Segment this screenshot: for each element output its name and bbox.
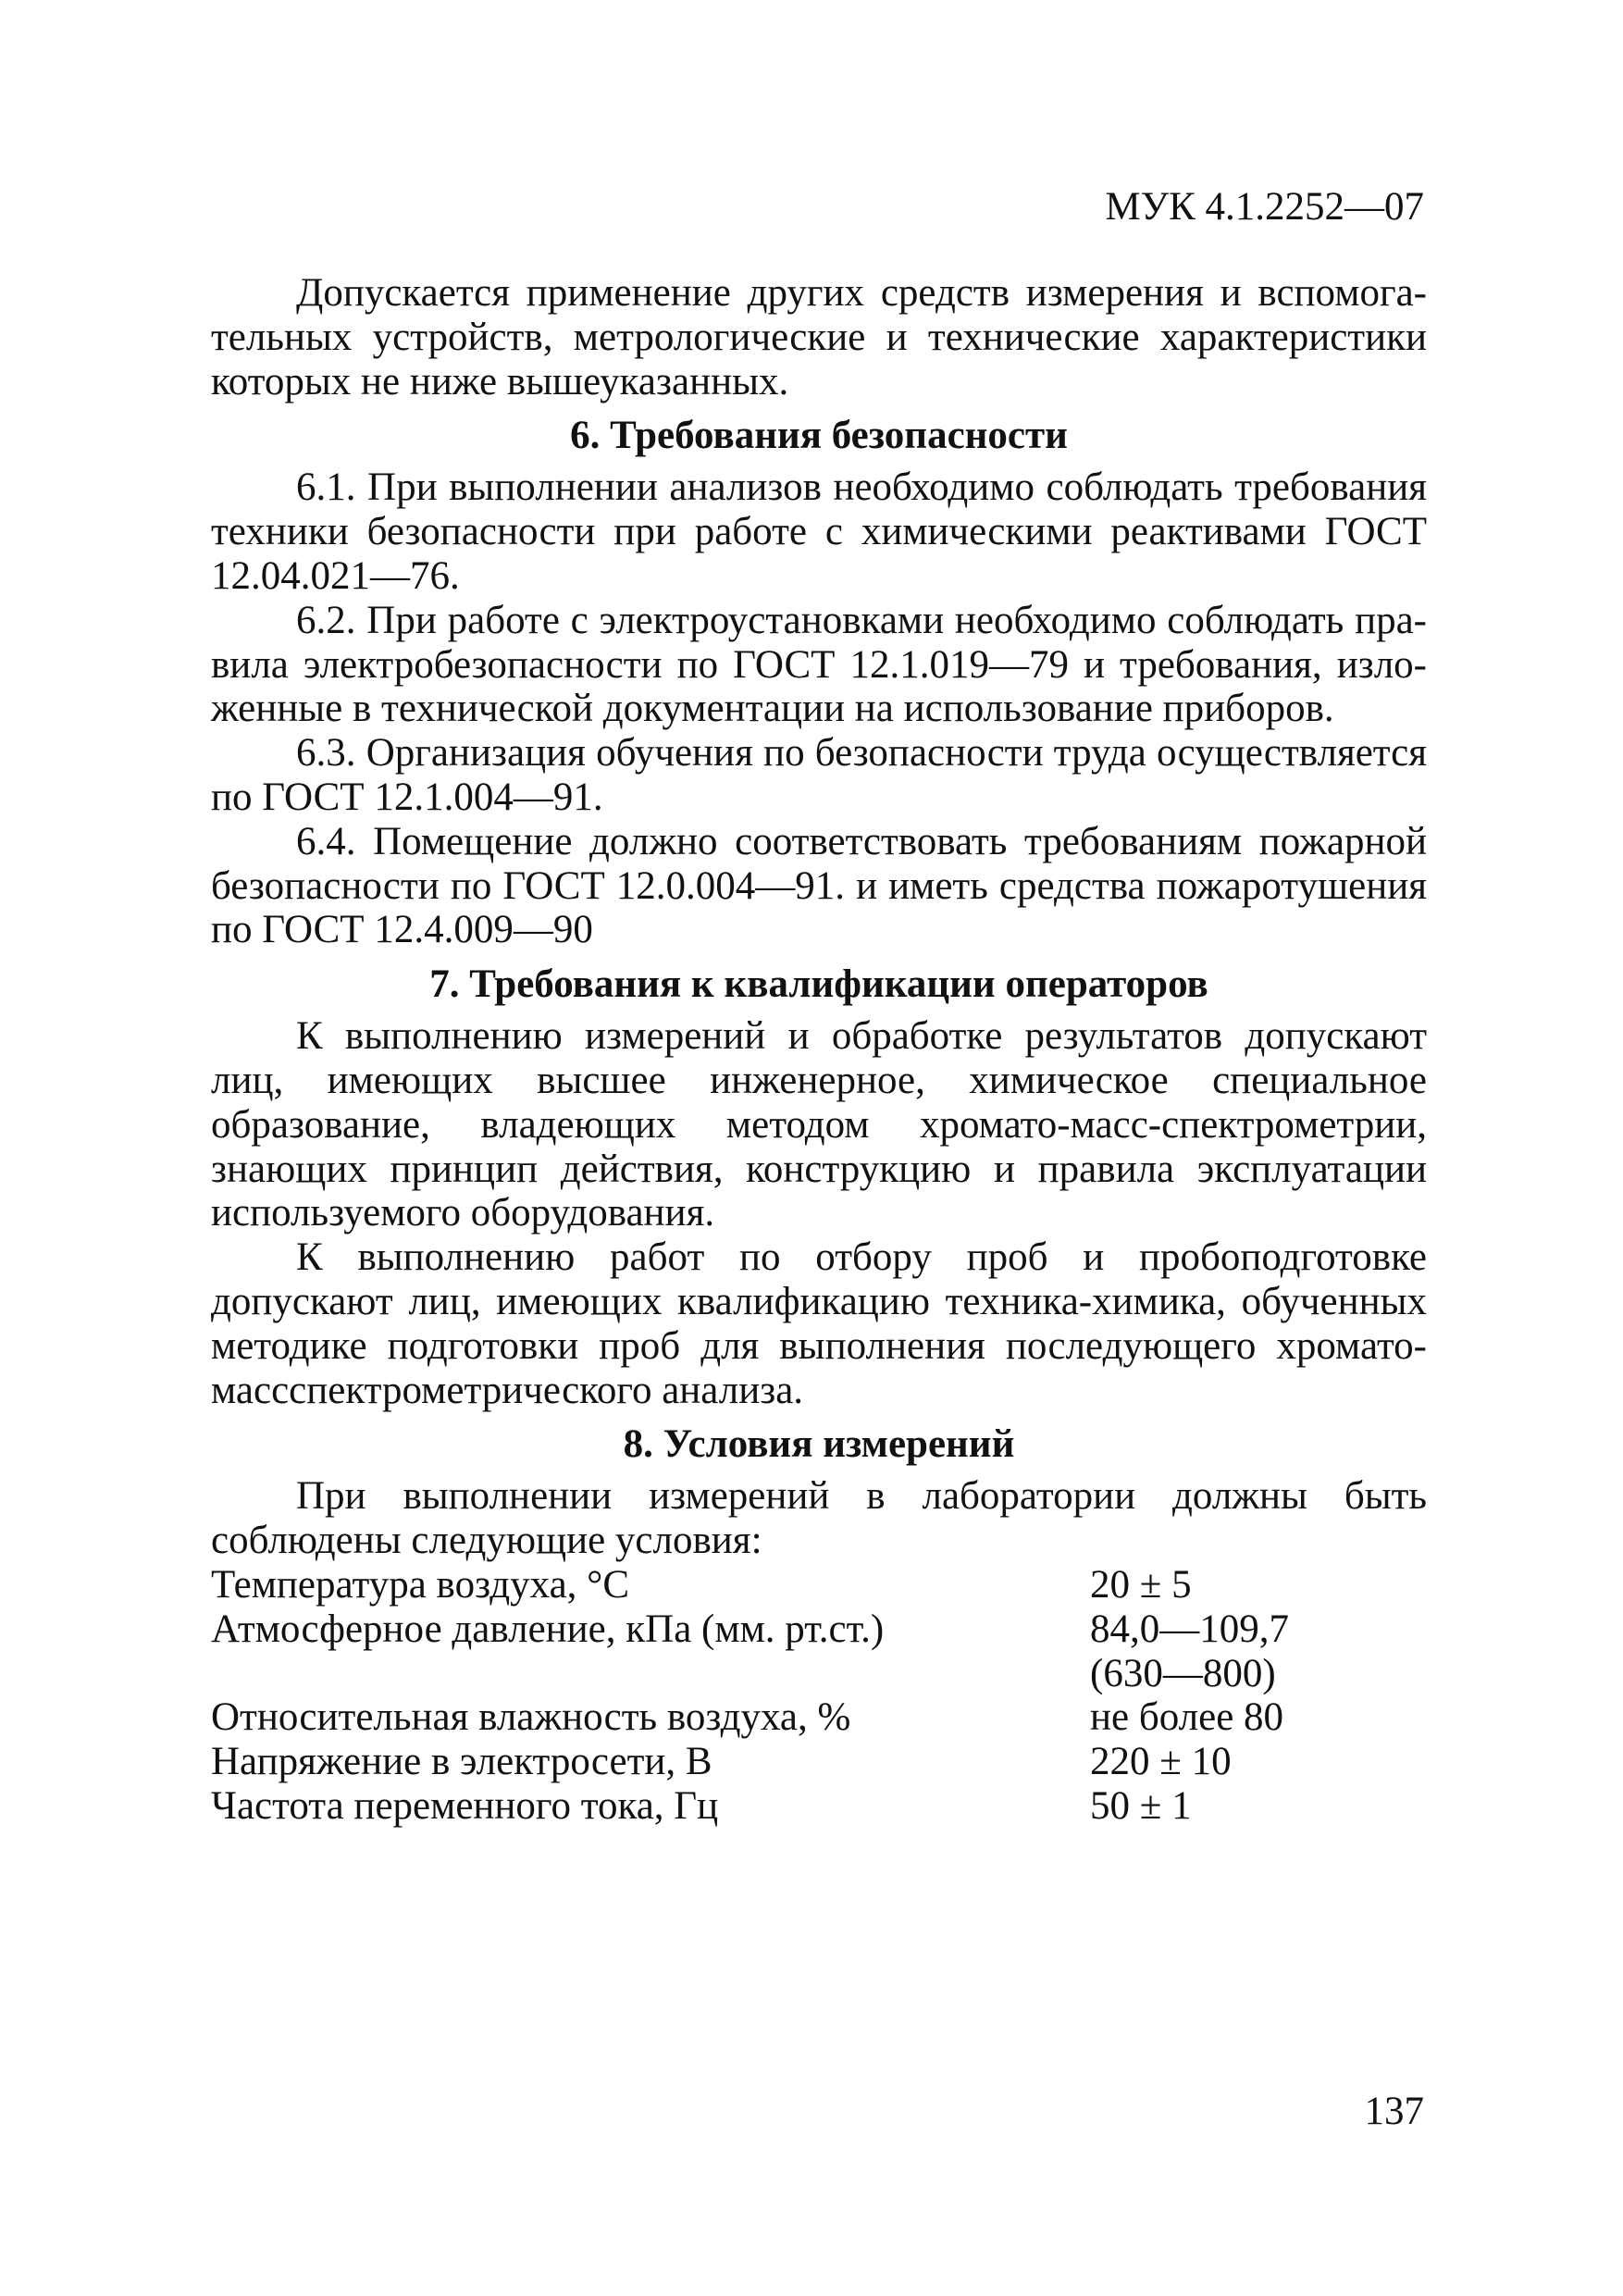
page-content [211,271,1427,1829]
condition-row [211,1563,1427,1607]
condition-value: 50 ± 1 [1090,1783,1192,1828]
condition-row [211,1740,1427,1784]
section-6-paragraph-3: 6.3. Организация обучения по безопасности труда осуществляется по ГОСТ 12.1.004—91. [211,731,1427,819]
page-number: 137 [1364,2090,1424,2133]
condition-row [211,1695,1427,1740]
condition-value: не более 80 [1090,1695,1284,1740]
condition-label: Температура воздуха, °С [211,1562,630,1607]
section-7-paragraph-2: К выполнению работ по отбору проб и пробоподготовке допускают лиц, имеющих квалификацию техника-химика, обученных методике подготовки проб для выполнения последующего хромато-массспектрометрического анализа. [211,1235,1427,1412]
section-8-intro: При выполнении измерений в лаборатории должны быть соблюдены следующие условия: [211,1474,1427,1563]
section-6-paragraph-2: 6.2. При работе с электроустановками необходимо соблюдать правила электробезопасности по ГОСТ 12.1.019—79 и требования, изложенные в технической документации на использование приборов. [211,598,1427,731]
condition-label: Атмосферное давление, кПа (мм. рт.ст.) [211,1607,885,1651]
condition-value: 220 ± 10 [1090,1740,1232,1784]
document-code: МУК 4.1.2252—07 [1105,185,1424,229]
condition-value: 20 ± 5 [1090,1562,1192,1607]
section-7-paragraph-1: К выполнению измерений и обработке результатов допускают лиц, имеющих высшее инженерное, химическое специальное образование, владеющих методом хромато-масс-спектрометрии, знающих принцип действия, конструкцию и правила эксплуатации используемого оборудования. [211,1014,1427,1235]
condition-value: (630—800) [1090,1651,1276,1695]
section-8-title: 8. Условия измерений [623,1422,1015,1467]
section-7-title: 7. Требования к квалификации операторов [429,962,1208,1007]
section-6-paragraph-1: 6.1. При выполнении анализов необходимо соблюдать требования техники безопасности при работе с химическими реактивами ГОСТ 12.04.021—76. [211,465,1427,598]
section-6-paragraph-4: 6.4. Помещение должно соответствовать требованиям пожарной безопасности по ГОСТ 12.0.004—91. и иметь средства пожаротушения по ГОСТ 12.4.009—90 [211,819,1427,952]
condition-row [211,1607,1427,1652]
condition-row [211,1652,1427,1696]
condition-value: 84,0—109,7 [1090,1607,1289,1651]
condition-label: Частота переменного тока, Гц [211,1783,719,1828]
intro-paragraph: Допускается применение других средств измерения и вспомогательных устройств, метрологические и технические характеристики которых не ниже вышеуказанных. [211,271,1427,403]
conditions-table [211,1563,1427,1829]
condition-row [211,1784,1427,1829]
section-6-title: 6. Требования безопасности [570,414,1068,458]
condition-label: Напряжение в электросети, В [211,1740,712,1784]
condition-label [211,1652,1090,1696]
condition-label: Относительная влажность воздуха, % [211,1695,851,1740]
